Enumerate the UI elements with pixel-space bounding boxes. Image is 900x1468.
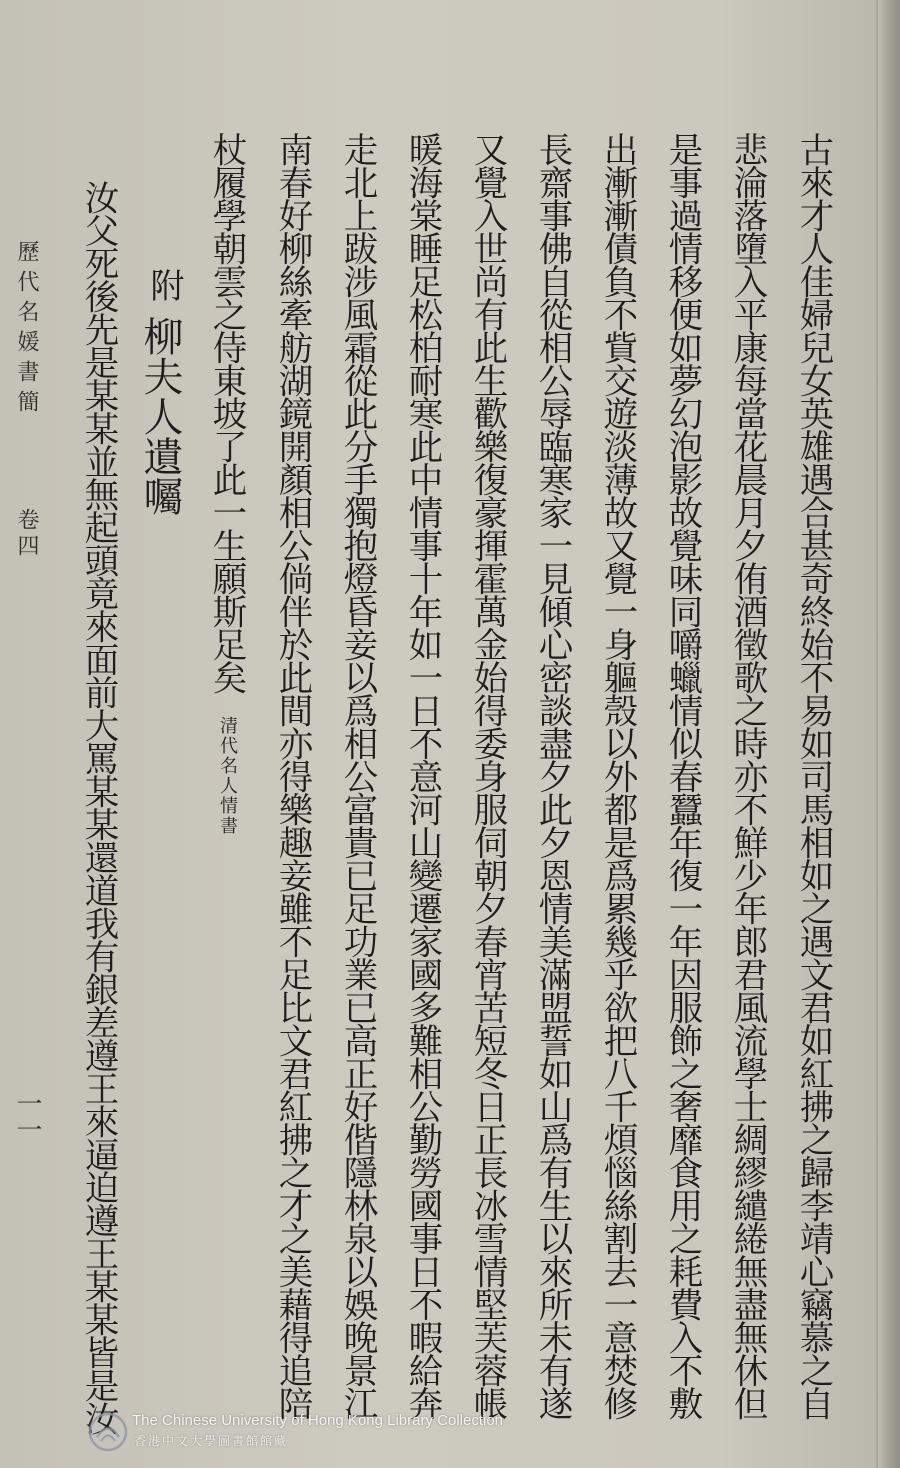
will-column-1: 汝父死後先是某某並無起頭竟來面前大罵某某還道我有銀差遵王來逼迫遵王某某皆是汝 [78,180,118,1434]
letter-column-3: 是事過情移便如夢幻泡影故覺味同嚼蠟情似春蠶年復一年因服飾之奢靡食用之耗費入不敷 [662,132,702,1419]
section-title: 柳夫人遺囑 [137,316,183,516]
letter-column-10: 杖履學朝雲之侍東坡了此一生願斯足矣 [206,132,246,693]
watermark-chinese: 香港中文大學圖書館館藏 [134,1434,289,1448]
watermark-english: The Chinese University of Hong Kong Library Collection [132,1412,504,1429]
volume-label: 卷四 [14,508,39,560]
library-watermark [88,1410,548,1456]
letter-column-4: 出漸漸債負不貲交遊淡薄故又覺一身軀殼以外都是爲累幾乎欲把八千煩惱絲割去一意焚修 [597,132,637,1419]
page-number: 一一 [12,1090,42,1142]
letter-column-6: 又覺入世尚有此生歡樂復豪揮霍萬金始得委身服伺朝夕春宵苦短冬日正長冰雪情堅芙蓉帳 [467,132,507,1419]
book-title: 歷代名媛書簡 [14,240,39,420]
letter-column-1: 古來才人佳婦兒女英雄遇合甚奇終始不易如司馬相如之遇文君如紅拂之歸李靖心竊慕之自 [793,132,833,1419]
letter-source: 清代名人情書 [217,716,238,836]
page-edge [882,0,900,1468]
section-prefix: 附 [144,268,184,302]
letter-column-9: 南春好柳絲牽舫湖鏡開顏相公倘伴於此間亦得樂趣妾雖不足比文君紅拂之才之美藉得追陪 [272,132,312,1419]
letter-column-5: 長齋事佛自從相公辱臨寒家一見傾心密談盡夕此夕恩情美滿盟誓如山爲有生以來所未有遂 [532,132,572,1419]
letter-column-2: 悲淪落墮入平康每當花晨月夕侑酒徵歌之時亦不鮮少年郎君風流學士綢繆繾綣無盡無休但 [727,132,767,1419]
letter-column-8: 走北上跋涉風霜從此分手獨抱燈昏妾以爲相公富貴已足功業已高正好偕隱林泉以娛晚景江 [337,132,377,1419]
letter-column-7: 暖海棠睡足松柏耐寒此中情事十年如一日不意河山變遷家國多難相公勤勞國事日不暇給奔 [402,132,442,1419]
page-edge-line [876,0,878,1468]
library-logo-icon [88,1412,128,1452]
